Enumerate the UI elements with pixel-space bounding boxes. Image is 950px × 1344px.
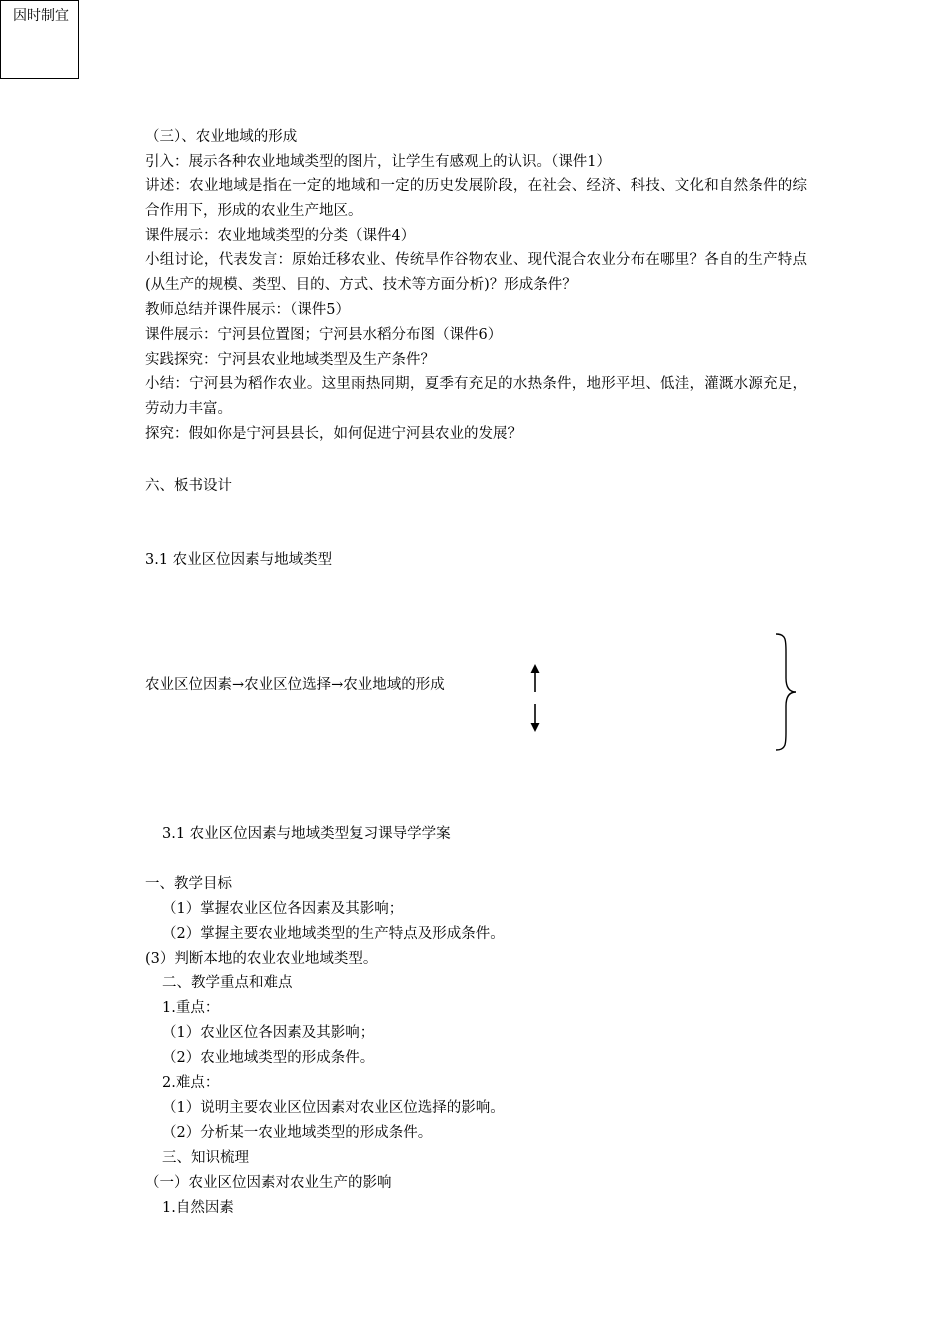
board-design-heading: 六、板书设计: [145, 478, 232, 494]
up-arrow-icon: [528, 664, 542, 694]
explore-line: 探究：假如你是宁河县县长，如何促进宁河县农业的发展？: [145, 426, 522, 442]
down-arrow-icon: [528, 704, 542, 732]
difficulty-label: 2.难点：: [162, 1075, 220, 1091]
board-flow-text: 农业区位因素→农业区位选择→农业地域的形成: [145, 677, 445, 693]
key-points-label: 1.重点：: [162, 1000, 220, 1016]
corner-label-text: 因时制宜: [13, 8, 69, 24]
conclusion-paragraph: 小结：宁河县为稻作农业。这里雨热同期，夏季有充足的水热条件，地形平坦、低洼，灌溉水源充足，劳动力丰富。: [145, 376, 807, 417]
courseware-4-line: 课件展示：农业地域类型的分类（课件4）: [145, 228, 416, 244]
practice-line: 实践探究：宁河县农业地域类型及生产条件？: [145, 352, 435, 368]
summary-5-line: 教师总结并课件展示：（课件5）: [145, 302, 350, 318]
goal-3: (3）判断本地的农业农业地域类型。: [145, 951, 378, 967]
knowledge-heading: 三、知识梳理: [162, 1150, 249, 1166]
difficulty-2: （2）分析某一农业地域类型的形成条件。: [162, 1125, 433, 1141]
knowledge-subheading: （一）农业区位因素对农业生产的影响: [145, 1175, 392, 1191]
board-design-title: 3.1 农业区位因素与地域类型: [145, 552, 333, 568]
lecture-paragraph: 讲述：农业地域是指在一定的地域和一定的历史发展阶段，在社会、经济、科技、文化和自然条件的综合作用下，形成的农业生产地区。: [145, 178, 807, 219]
key-point-1: （1）农业区位各因素及其影响；: [162, 1025, 375, 1041]
courseware-6-line: 课件展示：宁河县位置图；宁河县水稻分布图（课件6）: [145, 327, 503, 343]
goal-2: （2）掌握主要农业地域类型的生产特点及形成条件。: [162, 926, 505, 942]
discussion-paragraph: 小组讨论，代表发言：原始迁移农业、传统旱作谷物农业、现代混合农业分布在哪里？各自的生产特点(从生产的规模、类型、目的、方式、技术等方面分析)？形成条件？: [145, 252, 807, 293]
section-heading: （三）、农业地域的形成: [145, 129, 298, 145]
goals-heading: 一、教学目标: [145, 876, 232, 892]
difficulty-1: （1）说明主要农业区位因素对农业区位选择的影响。: [162, 1100, 505, 1116]
right-brace-icon: [770, 632, 800, 752]
study-plan-title: 3.1 农业区位因素与地域类型复习课导学学案: [162, 826, 451, 842]
intro-paragraph: 引入：展示各种农业地域类型的图片，让学生有感观上的认识。（课件1）: [145, 154, 611, 170]
goal-1: （1）掌握农业区位各因素及其影响；: [162, 901, 404, 917]
key-difficulty-heading: 二、教学重点和难点: [162, 975, 293, 991]
key-point-2: （2）农业地域类型的形成条件。: [162, 1050, 375, 1066]
knowledge-item: 1.自然因素: [162, 1200, 234, 1216]
corner-label-box: [0, 0, 79, 79]
